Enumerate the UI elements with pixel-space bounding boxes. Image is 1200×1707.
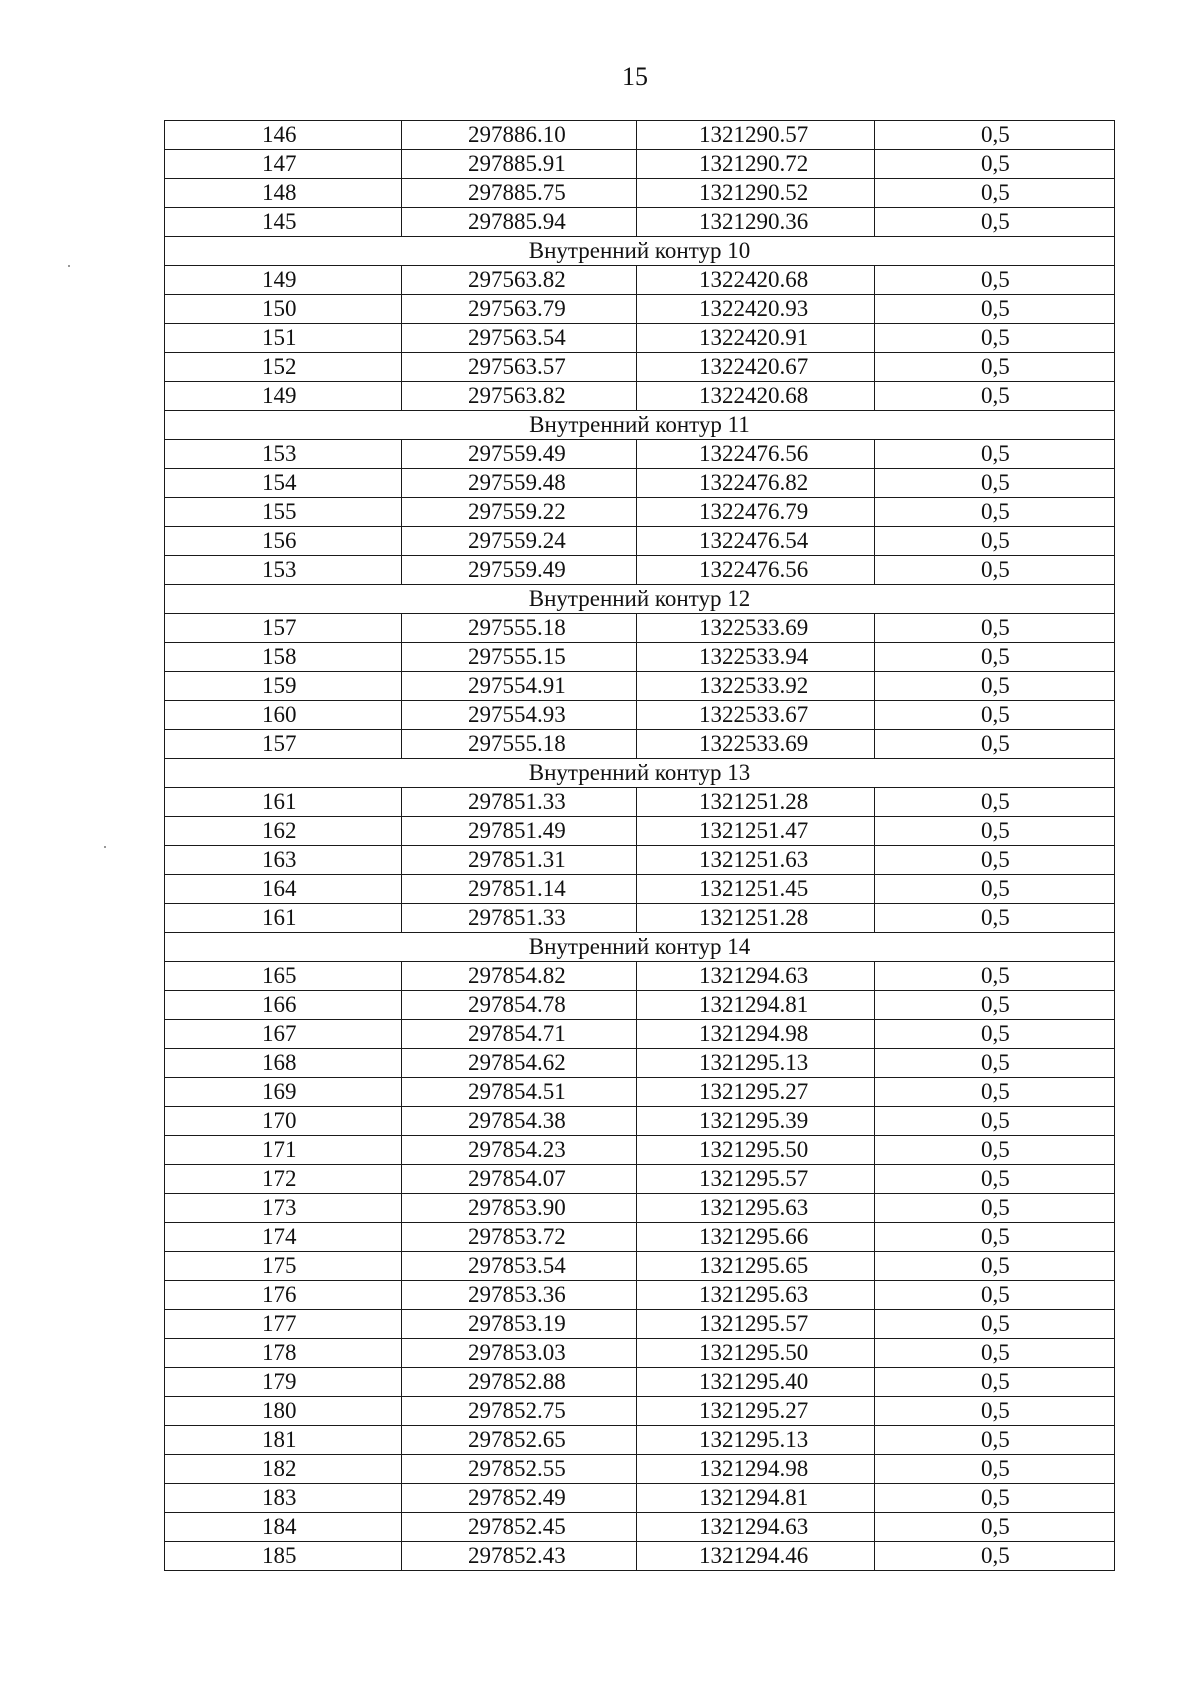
- point-number-cell: 147: [165, 150, 402, 179]
- point-number-cell: 176: [165, 1281, 402, 1310]
- table-row: [165, 1223, 1115, 1252]
- y-coordinate-cell: 1322476.79: [637, 498, 875, 527]
- precision-cell: 0,5: [875, 527, 1115, 556]
- precision-cell: 0,5: [875, 875, 1115, 904]
- point-number-cell: 161: [165, 788, 402, 817]
- y-coordinate-cell: 1321295.66: [637, 1223, 875, 1252]
- precision-cell: 0,5: [875, 701, 1115, 730]
- table-row: [165, 1368, 1115, 1397]
- y-coordinate-cell: 1321290.57: [637, 121, 875, 150]
- table-row: [165, 498, 1115, 527]
- point-number-cell: 154: [165, 469, 402, 498]
- point-number-cell: 165: [165, 962, 402, 991]
- table-row: [165, 1107, 1115, 1136]
- y-coordinate-cell: 1321295.57: [637, 1165, 875, 1194]
- point-number-cell: 162: [165, 817, 402, 846]
- precision-cell: 0,5: [875, 121, 1115, 150]
- point-number-cell: 156: [165, 527, 402, 556]
- table-row: [165, 962, 1115, 991]
- y-coordinate-cell: 1322420.91: [637, 324, 875, 353]
- y-coordinate-cell: 1321295.63: [637, 1281, 875, 1310]
- y-coordinate-cell: 1321294.98: [637, 1455, 875, 1484]
- x-coordinate-cell: 297854.62: [402, 1049, 637, 1078]
- table-row: [165, 150, 1115, 179]
- y-coordinate-cell: 1321295.63: [637, 1194, 875, 1223]
- x-coordinate-cell: 297563.54: [402, 324, 637, 353]
- section-row: [165, 237, 1115, 266]
- y-coordinate-cell: 1322533.92: [637, 672, 875, 701]
- point-number-cell: 170: [165, 1107, 402, 1136]
- precision-cell: 0,5: [875, 498, 1115, 527]
- precision-cell: 0,5: [875, 730, 1115, 759]
- precision-cell: 0,5: [875, 1310, 1115, 1339]
- y-coordinate-cell: 1321294.63: [637, 1513, 875, 1542]
- x-coordinate-cell: 297851.31: [402, 846, 637, 875]
- point-number-cell: 150: [165, 295, 402, 324]
- section-row: [165, 585, 1115, 614]
- point-number-cell: 158: [165, 643, 402, 672]
- point-number-cell: 149: [165, 382, 402, 411]
- x-coordinate-cell: 297851.49: [402, 817, 637, 846]
- point-number-cell: 182: [165, 1455, 402, 1484]
- x-coordinate-cell: 297852.49: [402, 1484, 637, 1513]
- x-coordinate-cell: 297854.71: [402, 1020, 637, 1049]
- point-number-cell: 167: [165, 1020, 402, 1049]
- x-coordinate-cell: 297563.57: [402, 353, 637, 382]
- x-coordinate-cell: 297851.33: [402, 904, 637, 933]
- point-number-cell: 157: [165, 614, 402, 643]
- x-coordinate-cell: 297853.54: [402, 1252, 637, 1281]
- table-row: [165, 440, 1115, 469]
- table-row: [165, 875, 1115, 904]
- table-row: [165, 672, 1115, 701]
- point-number-cell: 159: [165, 672, 402, 701]
- y-coordinate-cell: 1321290.52: [637, 179, 875, 208]
- section-row: [165, 933, 1115, 962]
- y-coordinate-cell: 1322420.68: [637, 266, 875, 295]
- point-number-cell: 153: [165, 556, 402, 585]
- x-coordinate-cell: 297854.07: [402, 1165, 637, 1194]
- table-row: [165, 1484, 1115, 1513]
- y-coordinate-cell: 1321295.27: [637, 1397, 875, 1426]
- precision-cell: 0,5: [875, 1165, 1115, 1194]
- coordinates-table-body: [165, 121, 1115, 1571]
- y-coordinate-cell: 1321294.46: [637, 1542, 875, 1571]
- table-row: [165, 991, 1115, 1020]
- precision-cell: 0,5: [875, 904, 1115, 933]
- precision-cell: 0,5: [875, 614, 1115, 643]
- y-coordinate-cell: 1321295.13: [637, 1426, 875, 1455]
- table-row: [165, 643, 1115, 672]
- section-title: Внутренний контур 14: [165, 933, 1115, 962]
- point-number-cell: 177: [165, 1310, 402, 1339]
- table-row: [165, 904, 1115, 933]
- section-title: Внутренний контур 13: [165, 759, 1115, 788]
- table-row: [165, 730, 1115, 759]
- precision-cell: 0,5: [875, 324, 1115, 353]
- x-coordinate-cell: 297885.75: [402, 179, 637, 208]
- y-coordinate-cell: 1322533.67: [637, 701, 875, 730]
- x-coordinate-cell: 297853.19: [402, 1310, 637, 1339]
- scan-speck: [104, 846, 106, 848]
- x-coordinate-cell: 297853.90: [402, 1194, 637, 1223]
- precision-cell: 0,5: [875, 208, 1115, 237]
- point-number-cell: 155: [165, 498, 402, 527]
- x-coordinate-cell: 297554.91: [402, 672, 637, 701]
- table-row: [165, 295, 1115, 324]
- precision-cell: 0,5: [875, 1223, 1115, 1252]
- precision-cell: 0,5: [875, 382, 1115, 411]
- precision-cell: 0,5: [875, 1281, 1115, 1310]
- point-number-cell: 149: [165, 266, 402, 295]
- x-coordinate-cell: 297852.55: [402, 1455, 637, 1484]
- table-row: [165, 1281, 1115, 1310]
- table-row: [165, 1542, 1115, 1571]
- x-coordinate-cell: 297852.75: [402, 1397, 637, 1426]
- x-coordinate-cell: 297555.18: [402, 614, 637, 643]
- precision-cell: 0,5: [875, 179, 1115, 208]
- precision-cell: 0,5: [875, 1368, 1115, 1397]
- table-row: [165, 1165, 1115, 1194]
- x-coordinate-cell: 297555.18: [402, 730, 637, 759]
- x-coordinate-cell: 297886.10: [402, 121, 637, 150]
- table-row: [165, 527, 1115, 556]
- point-number-cell: 169: [165, 1078, 402, 1107]
- y-coordinate-cell: 1321295.27: [637, 1078, 875, 1107]
- x-coordinate-cell: 297854.23: [402, 1136, 637, 1165]
- table-row: [165, 469, 1115, 498]
- precision-cell: 0,5: [875, 962, 1115, 991]
- precision-cell: 0,5: [875, 1107, 1115, 1136]
- precision-cell: 0,5: [875, 1455, 1115, 1484]
- table-row: [165, 788, 1115, 817]
- y-coordinate-cell: 1322533.94: [637, 643, 875, 672]
- point-number-cell: 185: [165, 1542, 402, 1571]
- point-number-cell: 172: [165, 1165, 402, 1194]
- table-row: [165, 121, 1115, 150]
- x-coordinate-cell: 297559.48: [402, 469, 637, 498]
- x-coordinate-cell: 297559.49: [402, 440, 637, 469]
- y-coordinate-cell: 1321251.63: [637, 846, 875, 875]
- y-coordinate-cell: 1322533.69: [637, 730, 875, 759]
- x-coordinate-cell: 297852.43: [402, 1542, 637, 1571]
- y-coordinate-cell: 1321294.63: [637, 962, 875, 991]
- x-coordinate-cell: 297854.38: [402, 1107, 637, 1136]
- x-coordinate-cell: 297885.94: [402, 208, 637, 237]
- y-coordinate-cell: 1321290.72: [637, 150, 875, 179]
- table-row: [165, 1252, 1115, 1281]
- precision-cell: 0,5: [875, 1136, 1115, 1165]
- y-coordinate-cell: 1321251.45: [637, 875, 875, 904]
- table-row: [165, 556, 1115, 585]
- precision-cell: 0,5: [875, 556, 1115, 585]
- precision-cell: 0,5: [875, 672, 1115, 701]
- x-coordinate-cell: 297851.33: [402, 788, 637, 817]
- precision-cell: 0,5: [875, 1020, 1115, 1049]
- scan-speck: [68, 265, 70, 267]
- table-row: [165, 817, 1115, 846]
- point-number-cell: 181: [165, 1426, 402, 1455]
- y-coordinate-cell: 1321294.81: [637, 991, 875, 1020]
- x-coordinate-cell: 297885.91: [402, 150, 637, 179]
- y-coordinate-cell: 1322476.82: [637, 469, 875, 498]
- x-coordinate-cell: 297854.82: [402, 962, 637, 991]
- table-row: [165, 1049, 1115, 1078]
- point-number-cell: 184: [165, 1513, 402, 1542]
- precision-cell: 0,5: [875, 1194, 1115, 1223]
- table-row: [165, 1078, 1115, 1107]
- precision-cell: 0,5: [875, 150, 1115, 179]
- x-coordinate-cell: 297563.82: [402, 382, 637, 411]
- precision-cell: 0,5: [875, 817, 1115, 846]
- section-title: Внутренний контур 10: [165, 237, 1115, 266]
- point-number-cell: 174: [165, 1223, 402, 1252]
- x-coordinate-cell: 297852.65: [402, 1426, 637, 1455]
- point-number-cell: 157: [165, 730, 402, 759]
- y-coordinate-cell: 1322420.93: [637, 295, 875, 324]
- x-coordinate-cell: 297559.24: [402, 527, 637, 556]
- x-coordinate-cell: 297563.79: [402, 295, 637, 324]
- section-title: Внутренний контур 11: [165, 411, 1115, 440]
- table-row: [165, 1194, 1115, 1223]
- point-number-cell: 168: [165, 1049, 402, 1078]
- precision-cell: 0,5: [875, 353, 1115, 382]
- x-coordinate-cell: 297851.14: [402, 875, 637, 904]
- table-row: [165, 208, 1115, 237]
- x-coordinate-cell: 297559.49: [402, 556, 637, 585]
- table-row: [165, 353, 1115, 382]
- table-row: [165, 1310, 1115, 1339]
- point-number-cell: 148: [165, 179, 402, 208]
- coordinates-table: [164, 120, 1115, 1571]
- point-number-cell: 151: [165, 324, 402, 353]
- x-coordinate-cell: 297554.93: [402, 701, 637, 730]
- precision-cell: 0,5: [875, 1078, 1115, 1107]
- precision-cell: 0,5: [875, 1426, 1115, 1455]
- y-coordinate-cell: 1321294.98: [637, 1020, 875, 1049]
- y-coordinate-cell: 1321295.65: [637, 1252, 875, 1281]
- precision-cell: 0,5: [875, 440, 1115, 469]
- y-coordinate-cell: 1322533.69: [637, 614, 875, 643]
- point-number-cell: 180: [165, 1397, 402, 1426]
- table-row: [165, 614, 1115, 643]
- table-row: [165, 846, 1115, 875]
- x-coordinate-cell: 297555.15: [402, 643, 637, 672]
- point-number-cell: 164: [165, 875, 402, 904]
- y-coordinate-cell: 1321295.50: [637, 1136, 875, 1165]
- y-coordinate-cell: 1321251.28: [637, 904, 875, 933]
- point-number-cell: 152: [165, 353, 402, 382]
- table-row: [165, 1020, 1115, 1049]
- x-coordinate-cell: 297853.72: [402, 1223, 637, 1252]
- precision-cell: 0,5: [875, 1252, 1115, 1281]
- precision-cell: 0,5: [875, 643, 1115, 672]
- point-number-cell: 183: [165, 1484, 402, 1513]
- precision-cell: 0,5: [875, 1484, 1115, 1513]
- y-coordinate-cell: 1321294.81: [637, 1484, 875, 1513]
- y-coordinate-cell: 1322476.56: [637, 440, 875, 469]
- x-coordinate-cell: 297854.51: [402, 1078, 637, 1107]
- page-number: 15: [622, 62, 648, 91]
- y-coordinate-cell: 1322420.67: [637, 353, 875, 382]
- point-number-cell: 179: [165, 1368, 402, 1397]
- precision-cell: 0,5: [875, 1397, 1115, 1426]
- precision-cell: 0,5: [875, 469, 1115, 498]
- point-number-cell: 163: [165, 846, 402, 875]
- table-row: [165, 1513, 1115, 1542]
- y-coordinate-cell: 1322476.56: [637, 556, 875, 585]
- y-coordinate-cell: 1321295.40: [637, 1368, 875, 1397]
- y-coordinate-cell: 1321251.28: [637, 788, 875, 817]
- table-row: [165, 1339, 1115, 1368]
- precision-cell: 0,5: [875, 295, 1115, 324]
- x-coordinate-cell: 297563.82: [402, 266, 637, 295]
- point-number-cell: 178: [165, 1339, 402, 1368]
- y-coordinate-cell: 1321295.50: [637, 1339, 875, 1368]
- point-number-cell: 166: [165, 991, 402, 1020]
- y-coordinate-cell: 1321295.57: [637, 1310, 875, 1339]
- x-coordinate-cell: 297854.78: [402, 991, 637, 1020]
- point-number-cell: 146: [165, 121, 402, 150]
- section-row: [165, 759, 1115, 788]
- point-number-cell: 160: [165, 701, 402, 730]
- table-row: [165, 701, 1115, 730]
- point-number-cell: 145: [165, 208, 402, 237]
- section-row: [165, 411, 1115, 440]
- y-coordinate-cell: 1321251.47: [637, 817, 875, 846]
- x-coordinate-cell: 297853.03: [402, 1339, 637, 1368]
- point-number-cell: 175: [165, 1252, 402, 1281]
- y-coordinate-cell: 1321295.13: [637, 1049, 875, 1078]
- y-coordinate-cell: 1322420.68: [637, 382, 875, 411]
- precision-cell: 0,5: [875, 991, 1115, 1020]
- point-number-cell: 161: [165, 904, 402, 933]
- table-row: [165, 1426, 1115, 1455]
- table-row: [165, 1397, 1115, 1426]
- y-coordinate-cell: 1321295.39: [637, 1107, 875, 1136]
- y-coordinate-cell: 1322476.54: [637, 527, 875, 556]
- x-coordinate-cell: 297852.45: [402, 1513, 637, 1542]
- x-coordinate-cell: 297853.36: [402, 1281, 637, 1310]
- precision-cell: 0,5: [875, 846, 1115, 875]
- table-row: [165, 382, 1115, 411]
- table-row: [165, 1455, 1115, 1484]
- table-row: [165, 1136, 1115, 1165]
- x-coordinate-cell: 297559.22: [402, 498, 637, 527]
- precision-cell: 0,5: [875, 1542, 1115, 1571]
- table-row: [165, 324, 1115, 353]
- table-row: [165, 179, 1115, 208]
- precision-cell: 0,5: [875, 1513, 1115, 1542]
- section-title: Внутренний контур 12: [165, 585, 1115, 614]
- table-row: [165, 266, 1115, 295]
- precision-cell: 0,5: [875, 1049, 1115, 1078]
- precision-cell: 0,5: [875, 1339, 1115, 1368]
- point-number-cell: 173: [165, 1194, 402, 1223]
- point-number-cell: 171: [165, 1136, 402, 1165]
- x-coordinate-cell: 297852.88: [402, 1368, 637, 1397]
- precision-cell: 0,5: [875, 266, 1115, 295]
- y-coordinate-cell: 1321290.36: [637, 208, 875, 237]
- precision-cell: 0,5: [875, 788, 1115, 817]
- point-number-cell: 153: [165, 440, 402, 469]
